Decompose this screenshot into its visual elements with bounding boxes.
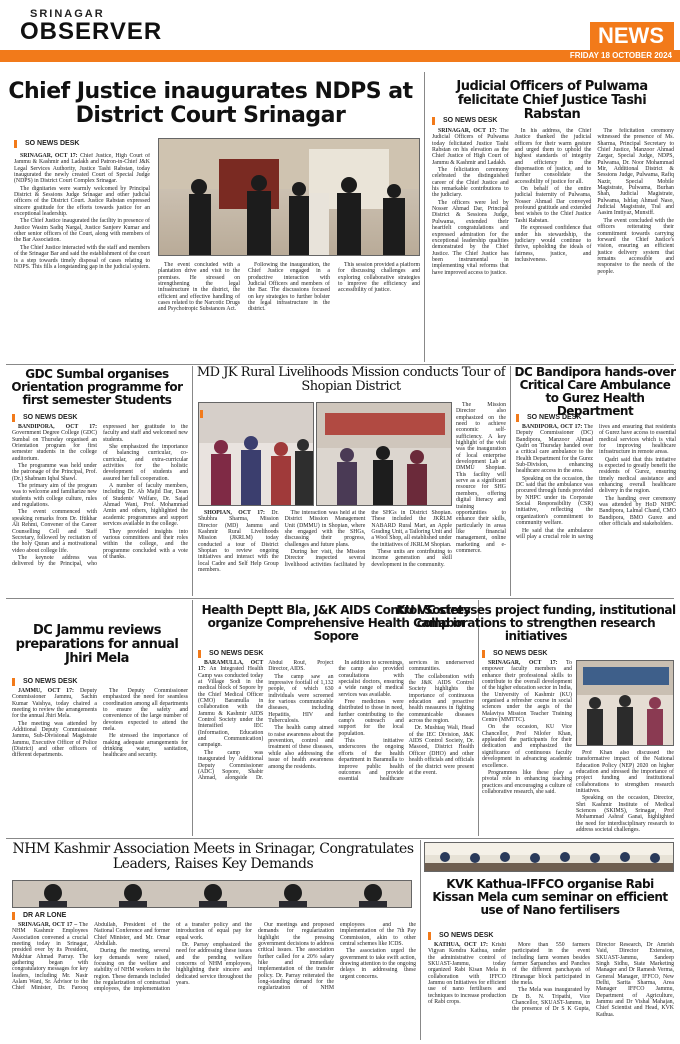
section-divider — [6, 364, 674, 365]
paragraph: He said that the ambulance will play a crucial role in saving lives and ensuring that residents of Gurez have access to essential medical services which is vital for improving healthcare infrastructure in remote areas. — [516, 424, 676, 540]
paragraph: The camp saw an impressive footfall of 1,132 people, of which 630 individuals were screened for various communicable diseases, including Hepatitis, HIV and Tuberculosis. — [268, 673, 334, 725]
paragraph: Our meetings and proposed demands for regularization highlight the pressing government decisions to address critical issues. The association further called for a 20% salary hike and immediate implementation of the transfer policy. Dr. Parray reiterated the long-standing demand for the regularization of NHM employees and the implementation of the 7th Pay Commission, akin to other central schemes like ICDS. — [258, 922, 416, 992]
paragraph: The Mela was inaugurated by Dr B. N. Tripathi, Vice Chancellor, SKUAST-Jammu, in the presence of Dr S K Gupta, Director Research, Dr Amrish Vaid, Director Extension, SKUAST-Jammu, Sandeep Singh Sidhu, State Marketing Manager and Dr Ramesh Verma, General Manager, IFFCO, New Delhi, Sarita Sharma, Area Manager IFFCO Jammu, Department of Agriculture, Jammu and Dr Vishal Mahajan, Chief Scientist and Head, KVK Kathua. — [512, 942, 674, 1018]
paragraph: The primary aim of the program was to welcome and familiarize new students with college culture, rules and regulations. — [12, 483, 97, 509]
paragraph: Dr. Mushtaq Wali, Head of the IEC Division, J&K AIDS Control Society, Dr. Masood, District Health Officer (DHO) and other health officials and officials of the district were present at the event. — [408, 725, 474, 776]
paragraph: A number of faculty members, including Dr. Ab Majid Dar, Dean of Students' Welfare, Dr. Sajad Ahmad Wani, Prof. Mohammad Amin and others, highlighted the academic programmes and support services available in the college. — [103, 483, 188, 528]
paragraph: The felicitation ceremony celebrated the distinguished career of the Chief Justice and his remarkable contributions to the judiciary. — [432, 167, 509, 199]
article-ku-vc-body-2 — [576, 750, 674, 834]
paragraph: Krishi Vigyan Kendra Kathua, under the administrative control of SKUAST-Jammu, today organized Rabi Kisan Mela in collaboration with IFFCO Jammu on Initiatives for efficient use of nano fertilisers and techniques to increase production of Rabi crops. — [428, 942, 507, 1006]
paragraph: The Deputy Commissioner emphasized the need for seamless coordination among all departments to ensure the safety and convenience of the large number of devotees expected to attend the mela. — [103, 688, 188, 733]
dateline: SRINAGAR, OCT 17 – — [18, 922, 78, 928]
photo-nhm-leaders — [12, 880, 412, 908]
paragraph: Qadri said that this initiative is expected to greatly benefit the residents of Gurez, ensuring timely medical assistance and enhancing overall healthcare delivery in the region. — [599, 456, 676, 495]
paragraph: He stressed the importance of making adequate arrangements for drinking water, sanitation, healthcare and security. — [103, 733, 188, 759]
paragraph: The officers were led by Nosser Ahmad Dar, Principal District & Sessions Judge, Pulwama, extended their heartfelt congratulations and expressed admiration for the exceptional leadership qualities demonstrated by the Chief Justice. The Chief Justice has been instrumental in implementing vital reforms that have improved access to justice. — [432, 199, 509, 276]
article-nhm-kashmir-body — [12, 922, 416, 1040]
paragraph: During the meeting, several key demands were raised, focusing on the welfare and stability of NHM workers in the region. These demands included the regularization of contractual employees, the implementation of a transfer policy and the introduction of equal pay for equal work. — [94, 922, 252, 993]
headline-chief-justice: Chief Justice inaugurates NDPS at District Court Srinagar — [8, 80, 413, 128]
dateline: SHOPIAN, OCT 17: — [204, 510, 265, 516]
byline-a3: SO NEWS DESK — [12, 414, 132, 422]
paragraph: The event commenced with speaking remarks from Dr. Iftikhar Ali Rehmi, Convener of the Career Counselling Cell and Staff Secretary, followed by recitation of the holy Quran and a motivational video about college life. — [12, 509, 97, 554]
paragraph: The event concluded with the officers reiterating their commitment towards carrying forward the Chief Justice's vision, ensuring an efficient justice delivery system that remains accessible and responsive to the needs of the people. — [597, 217, 674, 275]
dateline: BANDIPORA, OCT 17: — [18, 424, 97, 430]
issue-date: FRIDAY 18 OCTOBER 2024 — [0, 50, 680, 62]
dateline: KATHUA, OCT 17: — [434, 942, 488, 948]
headline-judicial-officers: Judicial Officers of Pulwama felicitate Chief Justice Tashi Rabstan — [456, 80, 648, 123]
column-divider — [510, 366, 511, 596]
byline-a8: SO NEWS DESK — [12, 678, 122, 686]
byline-a4 — [200, 410, 211, 418]
dateline: JAMMU, OCT 17: — [18, 688, 74, 694]
paragraph: More than 550 farmers participated in the event including farm women besides farmer Sarpanches and Panches of the different panchayats of Hiranagar block participated in the mela. — [512, 942, 590, 987]
paragraph: Government Degree College (GDC) Sumbal on Thursday organised an Orientation program for first semester students in the college auditorium. — [12, 430, 97, 462]
paragraph: Speaking on the occasion, the DC said that the ambulance was procured through funds provided by NHPC under its Corporate Social Responsibility (CSR) initiative, reflecting the organization's commitment to community welfare. — [516, 475, 593, 527]
column-divider — [192, 366, 193, 596]
paragraph: The camp was inaugurated by Additional Deputy Commissioner (ADC) Sopore, Shabir Ahmad, alongside Dr. Abdul Rouf, Project Director, AIDS. — [198, 660, 334, 782]
article-gdc-sumbal-body — [12, 424, 188, 592]
headline-dc-jammu: DC Jammu reviews preparations for annual Jhiri Mela — [15, 624, 179, 667]
article-health-camp-body — [198, 660, 474, 834]
byline-a6: SO NEWS DESK — [198, 650, 308, 658]
paragraph: They provided insights into various committees and their roles within the college, and the programme concluded with a vote of thanks. — [103, 528, 188, 560]
paragraph: Chief Justice, High Court of Jammu & Kashmir and Ladakh and Patron-in-Chief J&K Legal Services Authority, Justice Tashi Rabstan, today inaugurated the newly created Court of Special Judge (NDPS) in District Court Complex Srinagar. — [14, 153, 150, 185]
headline-dc-bandipora: DC Bandipora hands-over Critical Care Ambulance to Gurez Health Department — [514, 366, 676, 418]
paragraph: Prof Khan also discussed the transformative impact of the National Education Policy (NEP) 2020 on higher education and stressed the importance of project funding and institutional collaborations to strengthen research initiatives. — [576, 750, 674, 795]
paragraph: The collaboration with the J&K AIDS Control Society highlights the importance of continuous education and proactive health measures in fighting communicable diseases across the region. — [408, 673, 474, 725]
paragraph: Speaking on the occasion, Director, Shri Kashmir Institute of Medical Sciences (SKIMS), Srinagar, Prof Mohammad Ashraf Ganai, highlighted the need for interdisciplinary research to address societal challenges. — [576, 795, 674, 834]
paragraph: To empower faculty members and enhance their professional skills to contribute to the overall development of the higher education sector in India, the University of Kashmir (KU) organised a refresher course in social sciences under the aegis of the Malaviya Mission Teacher Training Centre (MMTTC). — [482, 660, 572, 724]
article-judicial-officers-body — [432, 128, 674, 360]
paragraph: An Integrated Health Camp was conducted today at Village Sodi in the medical block of Sopore by the Chief Medical Officer (CMO) Baramulla in collaboration with the Jammu & Kashmir AIDS Control Society under the Intensified IEC (Information, Education and Communication) campaign. — [198, 666, 264, 749]
paragraph: The Chief Justice inaugurated the facility in presence of Justice Wasim Sadiq Nargal, Justice Sanjeev Kumar and other senior officers of the Court, along with members of the Bar Association. — [14, 218, 150, 244]
section-divider — [6, 838, 674, 839]
dateline: SRINAGAR, OCT 17: — [488, 660, 558, 666]
headline-nhm-kashmir: NHM Kashmir Association Meets in Srinagar, Congratulates Leaders, Raises Key Demands — [12, 842, 414, 873]
byline-a9: DR AR LONE — [12, 912, 122, 920]
article-kvk-kathua-body — [428, 942, 674, 1040]
paragraph: The programme was held under the patronage of the Principal, Prof. (Dr.) Shabnam Iqbal Shawl. — [12, 463, 97, 482]
photo-ku-refresher-course — [576, 660, 674, 746]
paragraph: The dignitaries were warmly welcomed by Principal District & Sessions Judge Srinagar and other judicial officers of the District Court. Justice Rabstan expressed sincere gratitude for the efforts towards justice for an exceptional leadership. — [14, 185, 150, 218]
paragraph: During her visit, the Mission Director inspected several livelihood activities facilitated by the SHGs in District Shopian. These included the JKRLM NABARD Rural Mart, an Apple Grading Unit, a Tailoring Unit and a Wool Shop, all established under the initiatives of JKRLM Shopian. — [284, 510, 452, 568]
article-chief-justice-col-main — [158, 262, 420, 357]
paragraph: He expressed confidence that under his stewardship, the judiciary would continue to thrive, upholding the ideals of fairness, justice, and inclusiveness. — [514, 225, 592, 263]
headline-gdc-sumbal: GDC Sumbal organises Orientation programme for first semester Students — [11, 368, 183, 407]
byline-a10: SO NEWS DESK — [428, 932, 538, 940]
paragraph: On behalf of the entire judicial fraternity of Pulwama, Nosser Ahmad Dar conveyed profound gratitude and extended best wishes to the Chief Justice Tashi Rabstan. — [514, 186, 592, 224]
article-jkrlm-body-right — [456, 402, 506, 592]
dateline: SRINAGAR, OCT 17: — [438, 128, 497, 134]
column-divider — [424, 72, 425, 362]
paragraph: Free medicines were distributed to those in need, further contributing to the camp's outreach and support for the local population. — [338, 699, 404, 737]
paragraph: The handing over ceremony was attended by HoD NHPC Bandipora, Lalmal Chand, CMO Bandipora, BMO Gurez and other officials and stakeholders. — [599, 495, 676, 528]
byline-a1: SO NEWS DESK — [14, 140, 144, 148]
paragraph: The Chief Justice interacted with the staff and members of the Srinagar Bar and said the establishment of the court is a step towards timely disposal of cases relating to NDPS. This fills a longstanding gap in the judicial system. — [14, 244, 150, 270]
column-divider — [420, 840, 421, 1040]
paragraph: The event concluded with a plantation drive and visit to the premises. He stressed on strengthening the legal infrastructure in the district, the efficient and effective handling of cases related to the Narcotic Drugs and Psychotropic Substances Act. — [158, 262, 240, 313]
masthead-title: OBSERVER — [20, 18, 163, 45]
paragraph: The health camp aimed to raise awareness about the prevention, control and treatment of these diseases, while also addressing the issue of health awareness among the residents. — [268, 725, 334, 770]
section-label: NEWS — [590, 22, 674, 50]
photo-kvk-mela — [424, 842, 674, 872]
headline-kvk-kathua: KVK Kathua-IFFCO organise Rabi Kissan Mela cum seminar on efficient use of Nano fertilisers — [432, 878, 668, 917]
paragraph: The Mission Director also emphasized on the need to achieve economic self-sufficiency. A key highlight of the visit was the inauguration of local enterprise development Lab at DMMU Shopian. This facility will serve as a significant resource for SHG members, offering digital literacy and training opportunities to enhance their skills, particularly in areas like financial management, online marketing and e-commerce. — [456, 402, 506, 554]
paragraph: Deputy Commissioner Jammu, Sachin Kumar Vaishya, today chaired a meeting to review the arrangements for the annual Jhiri Mela. — [12, 688, 98, 720]
headline-jkrlm: MD JK Rural Livelihoods Mission conducts Tour of Shopian District — [196, 366, 506, 395]
paragraph: Programmes like these play a pivotal role in enhancing teaching practices and encouraging a culture of collaborative research, she said. — [482, 769, 572, 795]
paragraph: The felicitation ceremony witnessed the presence of Ms. Sharma, Principal Secretary to Chief Justice, Manzoor Ahmad Zargar, Special Judge, NDPS, Pulwama, Dr. Noor Mohammad Mir, Additional District & Sessions Judge, Pulwama, Rafiq Nazir, Special Mobile Magistrate, Pulwama, Burhan Shah, Judicial Magistrate, Pulwama, Ishfaq Ahmad Naso, Judicial Magistrate, Tral and Aasim Imtiyaz, Munsiff. — [597, 128, 674, 217]
article-dc-bandipora-body — [516, 424, 676, 592]
article-dc-jammu-body — [12, 688, 188, 834]
photo-jkrlm-visit — [316, 402, 452, 506]
dateline: BARAMULLA, OCT 17: — [198, 660, 264, 673]
article-chief-justice-col1 — [14, 153, 150, 357]
byline-a2: SO NEWS DESK — [432, 117, 552, 125]
paragraph: These units are contributing to income generation and skill development in the community. — [371, 549, 452, 568]
dateline: SRINAGAR, OCT 17: — [20, 153, 78, 159]
article-ku-vc-body — [482, 660, 572, 834]
paragraph: Dr. Parray emphasized the need for addressing these issues and the pending welfare concerns of NHM employees, highlighting their sincere and dedicated service throughout the years. — [176, 942, 252, 987]
paragraph: The Deputy Commissioner (DC) Bandipora, Manzoor Ahmad Qadri on Thursday handed over a critical care ambulance to the Health Department for the Gurez Sub-Division, enhancing healthcare access in the area. — [516, 424, 593, 475]
paragraph: The interaction was held at the District Mission Management Unit (DMMU) in Shopian, where she engaged with the SHGs, discussing their progress, challenges and future plans. — [284, 510, 366, 548]
paragraph: In addition to screenings, the camp also provided consultations with specialist doctors, ensuring a wide range of medical services was available. — [338, 660, 404, 698]
byline-a5: SO NEWS DESK — [516, 414, 626, 422]
headline-health-camp: Health Deptt Bla, J&K AIDS Control Society organize Comprehensive Health Camp in Sopore — [201, 604, 471, 643]
column-divider — [192, 600, 193, 836]
paragraph: The NHM Kashmir Employees Association convened a crucial meeting today in Srinagar, presided over by its President, Mukhtar Ahmad Parray. The gathering began with congratulatory messages for key leaders, including Mr. Nasir Aslam Wani, Sr. Advisor to the Chief Minister, Dr. Farooq Abdullah, President of the National Conference and former Chief Minister, and Mr. Omar Abdullah. — [12, 922, 170, 992]
masthead-city: SRINAGAR — [30, 8, 105, 20]
section-divider — [6, 598, 674, 599]
paragraph: The meeting was attended by Additional Deputy Commissioner Jammu, Sub-Divisional Magistrate Jammu, Executive Officer of Police (District) and other officers of different departments. — [12, 720, 97, 759]
paragraph: On the occasion, KU Vice Chancellor, Prof Nilofer Khan, applauded the participants for their dedication and emphasized the significance of continuous faculty development in advancing academic excellence. — [482, 724, 572, 769]
paragraph: The keynote address was delivered by the Principal, who expressed her gratitude to the faculty and staff and welcomed new students. — [12, 424, 188, 568]
paragraph: She emphasized the importance of balancing curricular, co-curricular, and extra-curricular activities for the holistic development of students and assured her full cooperation. — [103, 444, 188, 482]
paragraph: In his address, the Chief Justice thanked the judicial officers for their warm gesture and urged them to uphold the highest standards of integrity and efficiency in the dispensation of justice, and to further consolidate the accessibility of justice for all. — [514, 128, 592, 185]
photo-inauguration — [158, 138, 420, 256]
article-jkrlm-body — [198, 510, 452, 594]
paragraph: Dr. Shubhra Sharma, Mission Director (MD) Jammu and Kashmir Rural Livelihoods Mission (JKRLM) today conducted a tour of District Shopian to review ongoing initiatives and interact with the local Cadre and Self Help Group members. — [198, 510, 279, 574]
photo-jkrlm-meeting — [198, 402, 314, 506]
byline-a7: SO NEWS DESK — [482, 650, 592, 658]
paragraph: This session provided a platform for discussing challenges and exploring collaborative strategies to improve the efficiency and accessibility of justice. — [338, 262, 420, 294]
paragraph: The Judicial Officers of Pulwama today felicitated Justice Tashi Rabstan on his elevation as the Chief Justice of High Court of Jammu & Kashmir and Ladakh. — [432, 128, 509, 166]
headline-ku-vc: KU VC stresses project funding, institutional collaborations to strengthen research initiatives — [396, 604, 676, 643]
paragraph: This initiative underscores the ongoing efforts of the health department in Baramulla to improve public health outcomes and provide essential healthcare services in underserved communities. — [338, 660, 474, 783]
paragraph: Following the inauguration, the Chief Justice engaged in a productive interaction with Judicial Officers and members of the Bar. The discussions focused on key strategies to further bolster the legal infrastructure in the district. — [248, 262, 330, 313]
dateline: BANDIPORA, OCT 17: — [522, 424, 583, 430]
paragraph: The association urged the government to take swift action, drawing attention to the ongoing delays in addressing these urgent concerns. — [340, 948, 416, 980]
